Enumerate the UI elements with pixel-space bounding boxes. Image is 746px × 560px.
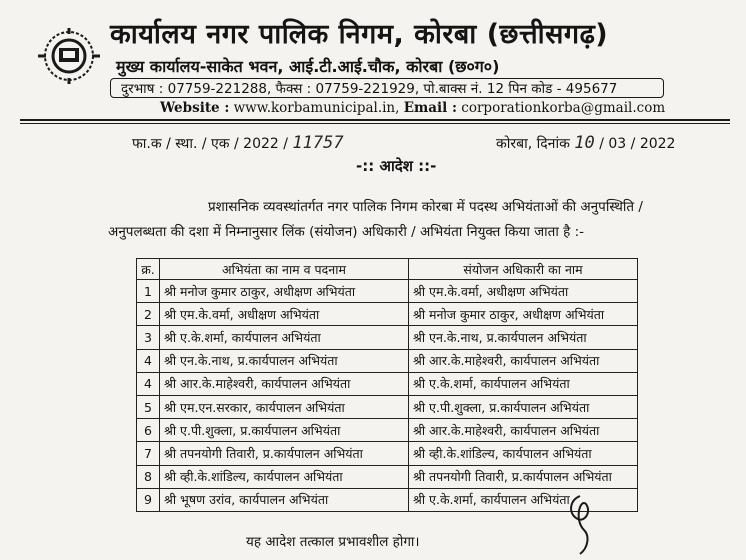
link-officer-cell: श्री ए.के.शर्मा, कार्यपालन अभियंता <box>409 488 638 511</box>
table-row <box>137 442 638 465</box>
table-row <box>137 372 638 395</box>
table-row <box>137 465 638 488</box>
link-officer-cell: श्री व्ही.के.शांडिल्य, कार्यपालन अभियंता <box>409 442 638 465</box>
serial-cell: 9 <box>137 488 160 511</box>
order-heading: -:: आदेश ::- <box>356 157 437 175</box>
column-header-serial: क्र. <box>137 259 160 280</box>
serial-cell: 2 <box>137 303 160 326</box>
order-body-line-1: प्रशासनिक व्यवस्थांतर्गत नगर पालिक निगम कोरबा में पदस्थ अभियंताओं की अनुपस्थिति / <box>208 199 643 215</box>
engineer-cell: श्री तपनयोगी तिवारी, प्र.कार्यपालन अभियंता <box>160 442 409 465</box>
website-label: Website : <box>160 100 230 116</box>
municipal-seal-icon <box>34 26 104 86</box>
table-row <box>137 395 638 418</box>
serial-cell: 3 <box>137 326 160 349</box>
table-header-row <box>137 259 638 280</box>
date-prefix: कोरबा, दिनांक <box>496 136 570 152</box>
reference-number <box>132 133 344 153</box>
table-row <box>137 280 638 303</box>
date-handwritten-day: 10 <box>574 133 595 153</box>
column-header-engineer: अभियंता का नाम व पदनाम <box>160 259 409 280</box>
engineer-cell: श्री आर.के.माहेश्वरी, कार्यपालन अभियंता <box>160 372 409 395</box>
serial-cell: 4 <box>137 372 160 395</box>
email-link[interactable]: corporationkorba@gmail.com <box>461 100 666 116</box>
serial-cell: 5 <box>137 395 160 418</box>
web-email-line <box>160 100 666 116</box>
link-officer-cell: श्री आर.के.माहेश्वरी, कार्यपालन अभियंता <box>409 349 638 372</box>
link-officer-cell: श्री ए.के.शर्मा, कार्यपालन अभियंता <box>409 372 638 395</box>
table-row <box>137 349 638 372</box>
engineer-cell: श्री ए.के.शर्मा, कार्यपालन अभियंता <box>160 326 409 349</box>
serial-cell: 7 <box>137 442 160 465</box>
serial-cell: 1 <box>137 280 160 303</box>
office-title: कार्यालय नगर पालिक निगम, कोरबा (छत्तीसगढ़) <box>110 19 609 50</box>
website-link[interactable]: www.korbamunicipal.in, <box>233 100 400 116</box>
link-officer-table <box>136 258 638 512</box>
signature-mark-icon <box>540 490 620 560</box>
engineer-cell: श्री व्ही.के.शांडिल्य, कार्यपालन अभियंता <box>160 465 409 488</box>
header-divider <box>20 119 730 121</box>
link-officer-cell: श्री एन.के.नाथ, प्र.कार्यपालन अभियंता <box>409 326 638 349</box>
serial-cell: 6 <box>137 419 160 442</box>
header-divider-thin <box>20 123 730 124</box>
link-officer-cell: श्री मनोज कुमार ठाकुर, अधीक्षण अभियंता <box>409 303 638 326</box>
link-officer-cell: श्री तपनयोगी तिवारी, प्र.कार्यपालन अभियंता <box>409 465 638 488</box>
contact-details: दुरभाष : 07759-221288, फैक्स : 07759-221929, पो.बाक्स नं. 12 पिन कोड - 495677 <box>110 78 664 98</box>
table-row <box>137 326 638 349</box>
order-effective-note: यह आदेश तत्काल प्रभावशील होगा। <box>246 534 420 550</box>
serial-cell: 8 <box>137 465 160 488</box>
engineer-cell: श्री एन.के.नाथ, प्र.कार्यपालन अभियंता <box>160 349 409 372</box>
table-row <box>137 303 638 326</box>
serial-cell: 4 <box>137 349 160 372</box>
engineer-cell: श्री भूषण उरांव, कार्यपालन अभियंता <box>160 488 409 511</box>
engineer-cell: श्री एम.एन.सरकार, कार्यपालन अभियंता <box>160 395 409 418</box>
engineer-cell: श्री मनोज कुमार ठाकुर, अधीक्षण अभियंता <box>160 280 409 303</box>
date-suffix: / 03 / 2022 <box>599 136 676 152</box>
office-address: मुख्य कार्यालय-साकेत भवन, आई.टी.आई.चौक, कोरबा (छ०ग०) <box>116 57 500 76</box>
engineer-cell: श्री ए.पी.शुक्ला, प्र.कार्यपालन अभियंता <box>160 419 409 442</box>
table-row <box>137 419 638 442</box>
reference-prefix: फा.क / स्था. / एक / 2022 / <box>132 136 288 152</box>
link-officer-cell: श्री एम.के.वर्मा, अधीक्षण अभियंता <box>409 280 638 303</box>
column-header-link-officer: संयोजन अधिकारी का नाम <box>409 259 638 280</box>
link-officer-cell: श्री ए.पी.शुक्ला, प्र.कार्यपालन अभियंता <box>409 395 638 418</box>
order-body-line-2: अनुपलब्धता की दशा में निम्नानुसार लिंक (संयोजन) अधिकारी / अभियंता नियुक्त किया जाता है :- <box>108 224 584 240</box>
email-label: Email : <box>403 100 457 116</box>
link-officer-cell: श्री आर.के.माहेश्वरी, कार्यपालन अभियंता <box>409 419 638 442</box>
engineer-cell: श्री एम.के.वर्मा, अधीक्षण अभियंता <box>160 303 409 326</box>
order-date <box>496 133 675 153</box>
reference-handwritten-number: 11757 <box>292 133 344 153</box>
